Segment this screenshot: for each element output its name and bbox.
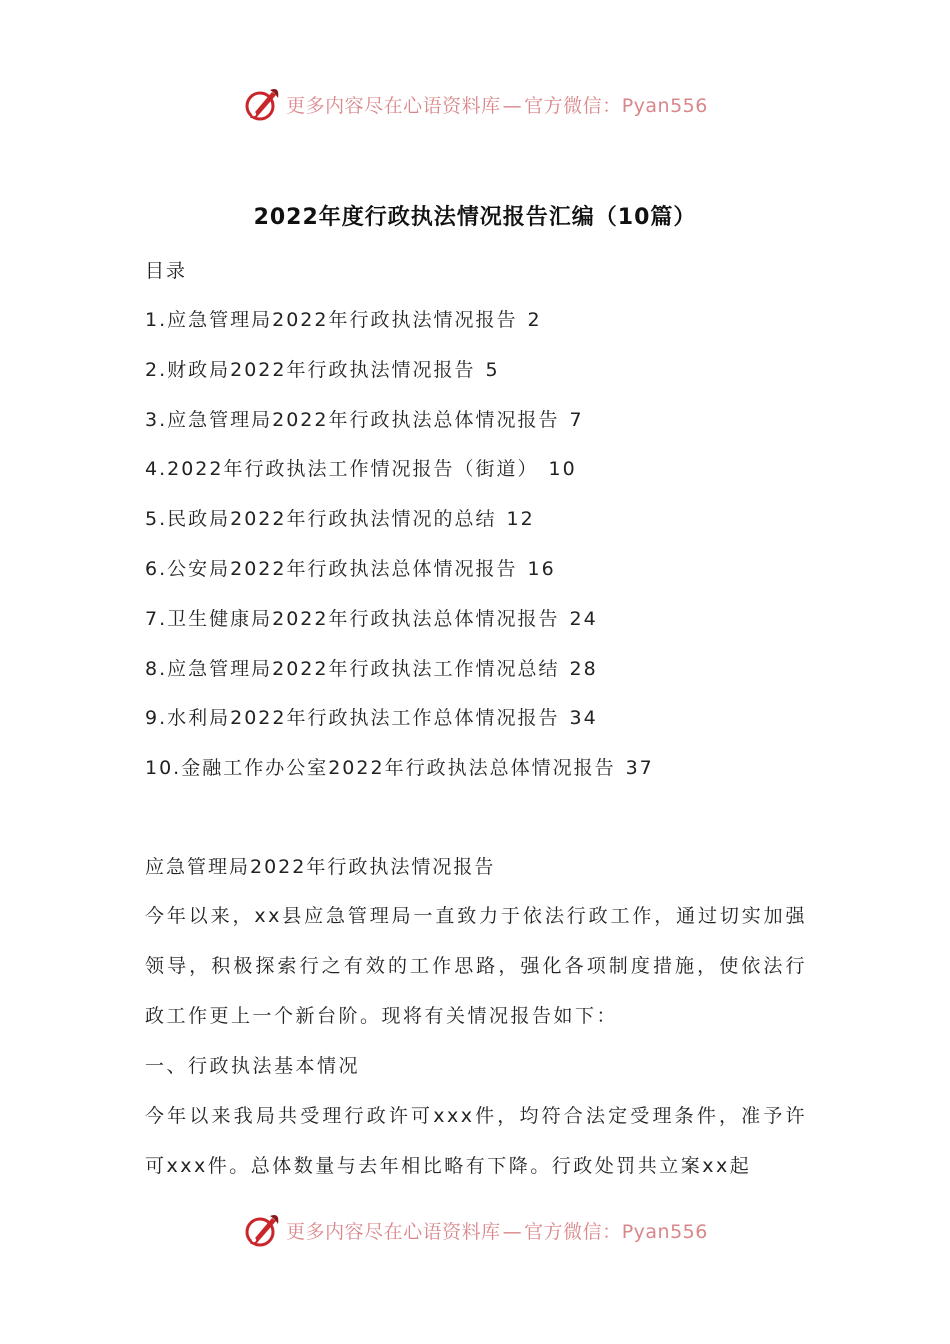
subsection-heading: 一、行政执法基本情况 bbox=[145, 1055, 361, 1077]
banner-slogan: 更多内容尽在心语资料库 bbox=[286, 1220, 501, 1243]
footer-watermark-banner bbox=[0, 1210, 950, 1250]
document-title: 2022年度行政执法情况报告汇编（10篇） bbox=[253, 205, 697, 230]
toc-item-page: 2 bbox=[527, 309, 542, 331]
toc-item[interactable] bbox=[145, 305, 845, 355]
header-watermark-banner bbox=[0, 84, 950, 124]
toc-item[interactable] bbox=[145, 355, 845, 405]
toc-item[interactable] bbox=[145, 554, 845, 604]
toc-item-page: 24 bbox=[569, 607, 598, 630]
toc-item[interactable] bbox=[145, 454, 845, 504]
section-title: 应急管理局2022年行政执法情况报告 bbox=[145, 856, 496, 878]
toc-item[interactable] bbox=[145, 604, 845, 654]
toc-item[interactable] bbox=[145, 703, 845, 753]
toc-item-label: 4.2022年行政执法工作情况报告（街道） bbox=[145, 458, 539, 481]
toc-item-label: 8.应急管理局2022年行政执法工作情况总结 bbox=[145, 657, 560, 680]
toc-item-page: 28 bbox=[569, 657, 598, 680]
banner-dash: — bbox=[502, 94, 523, 117]
toc-item-page: 5 bbox=[485, 358, 500, 381]
toc-item-page: 12 bbox=[506, 508, 535, 531]
body-paragraph: 今年以来，xx县应急管理局一直致力于依法行政工作，通过切实加强领导，积极探索行之有效的工作思路，强化各项制度措施，使依法行政工作更上一个新台阶。现将有关情况报告如下： bbox=[145, 905, 807, 1027]
toc-item-label: 5.民政局2022年行政执法情况的总结 bbox=[145, 508, 497, 531]
banner-wechat-label: 官方微信： bbox=[524, 1220, 622, 1243]
toc-item-page: 10 bbox=[548, 458, 577, 481]
banner-slogan: 更多内容尽在心语资料库 bbox=[286, 94, 501, 117]
toc-item-label: 2.财政局2022年行政执法情况报告 bbox=[145, 358, 476, 381]
body-paragraph: 今年以来我局共受理行政许可xxx件，均符合法定受理条件，准予许可xxx件。总体数量与去年相比略有下降。行政处罚共立案xx起 bbox=[145, 1105, 807, 1177]
toc-item[interactable] bbox=[145, 753, 845, 803]
toc-heading: 目录 bbox=[145, 260, 188, 282]
toc-item-label: 3.应急管理局2022年行政执法总体情况报告 bbox=[145, 408, 560, 431]
section-body bbox=[145, 891, 807, 1191]
table-of-contents bbox=[145, 305, 845, 803]
banner-wechat-label: 官方微信： bbox=[524, 94, 622, 117]
toc-item-label: 1.应急管理局2022年行政执法情况报告 bbox=[145, 309, 518, 331]
banner-dash: — bbox=[502, 1220, 523, 1243]
banner-wechat-id: Pyan556 bbox=[621, 1220, 708, 1243]
toc-item[interactable] bbox=[145, 405, 845, 455]
toc-item-page: 34 bbox=[569, 707, 598, 730]
toc-item-label: 7.卫生健康局2022年行政执法总体情况报告 bbox=[145, 607, 560, 630]
quill-logo-icon bbox=[242, 84, 282, 124]
quill-logo-icon bbox=[242, 1210, 282, 1250]
toc-item-page: 16 bbox=[527, 557, 556, 580]
toc-item-label: 6.公安局2022年行政执法总体情况报告 bbox=[145, 557, 518, 580]
banner-wechat-id: Pyan556 bbox=[621, 94, 708, 117]
toc-item[interactable] bbox=[145, 654, 845, 704]
toc-item[interactable] bbox=[145, 504, 845, 554]
toc-item-page: 7 bbox=[569, 408, 584, 431]
toc-item-label: 10.金融工作办公室2022年行政执法总体情况报告 bbox=[145, 757, 616, 780]
toc-item-page: 37 bbox=[625, 757, 654, 780]
toc-item-label: 9.水利局2022年行政执法工作总体情况报告 bbox=[145, 707, 560, 730]
